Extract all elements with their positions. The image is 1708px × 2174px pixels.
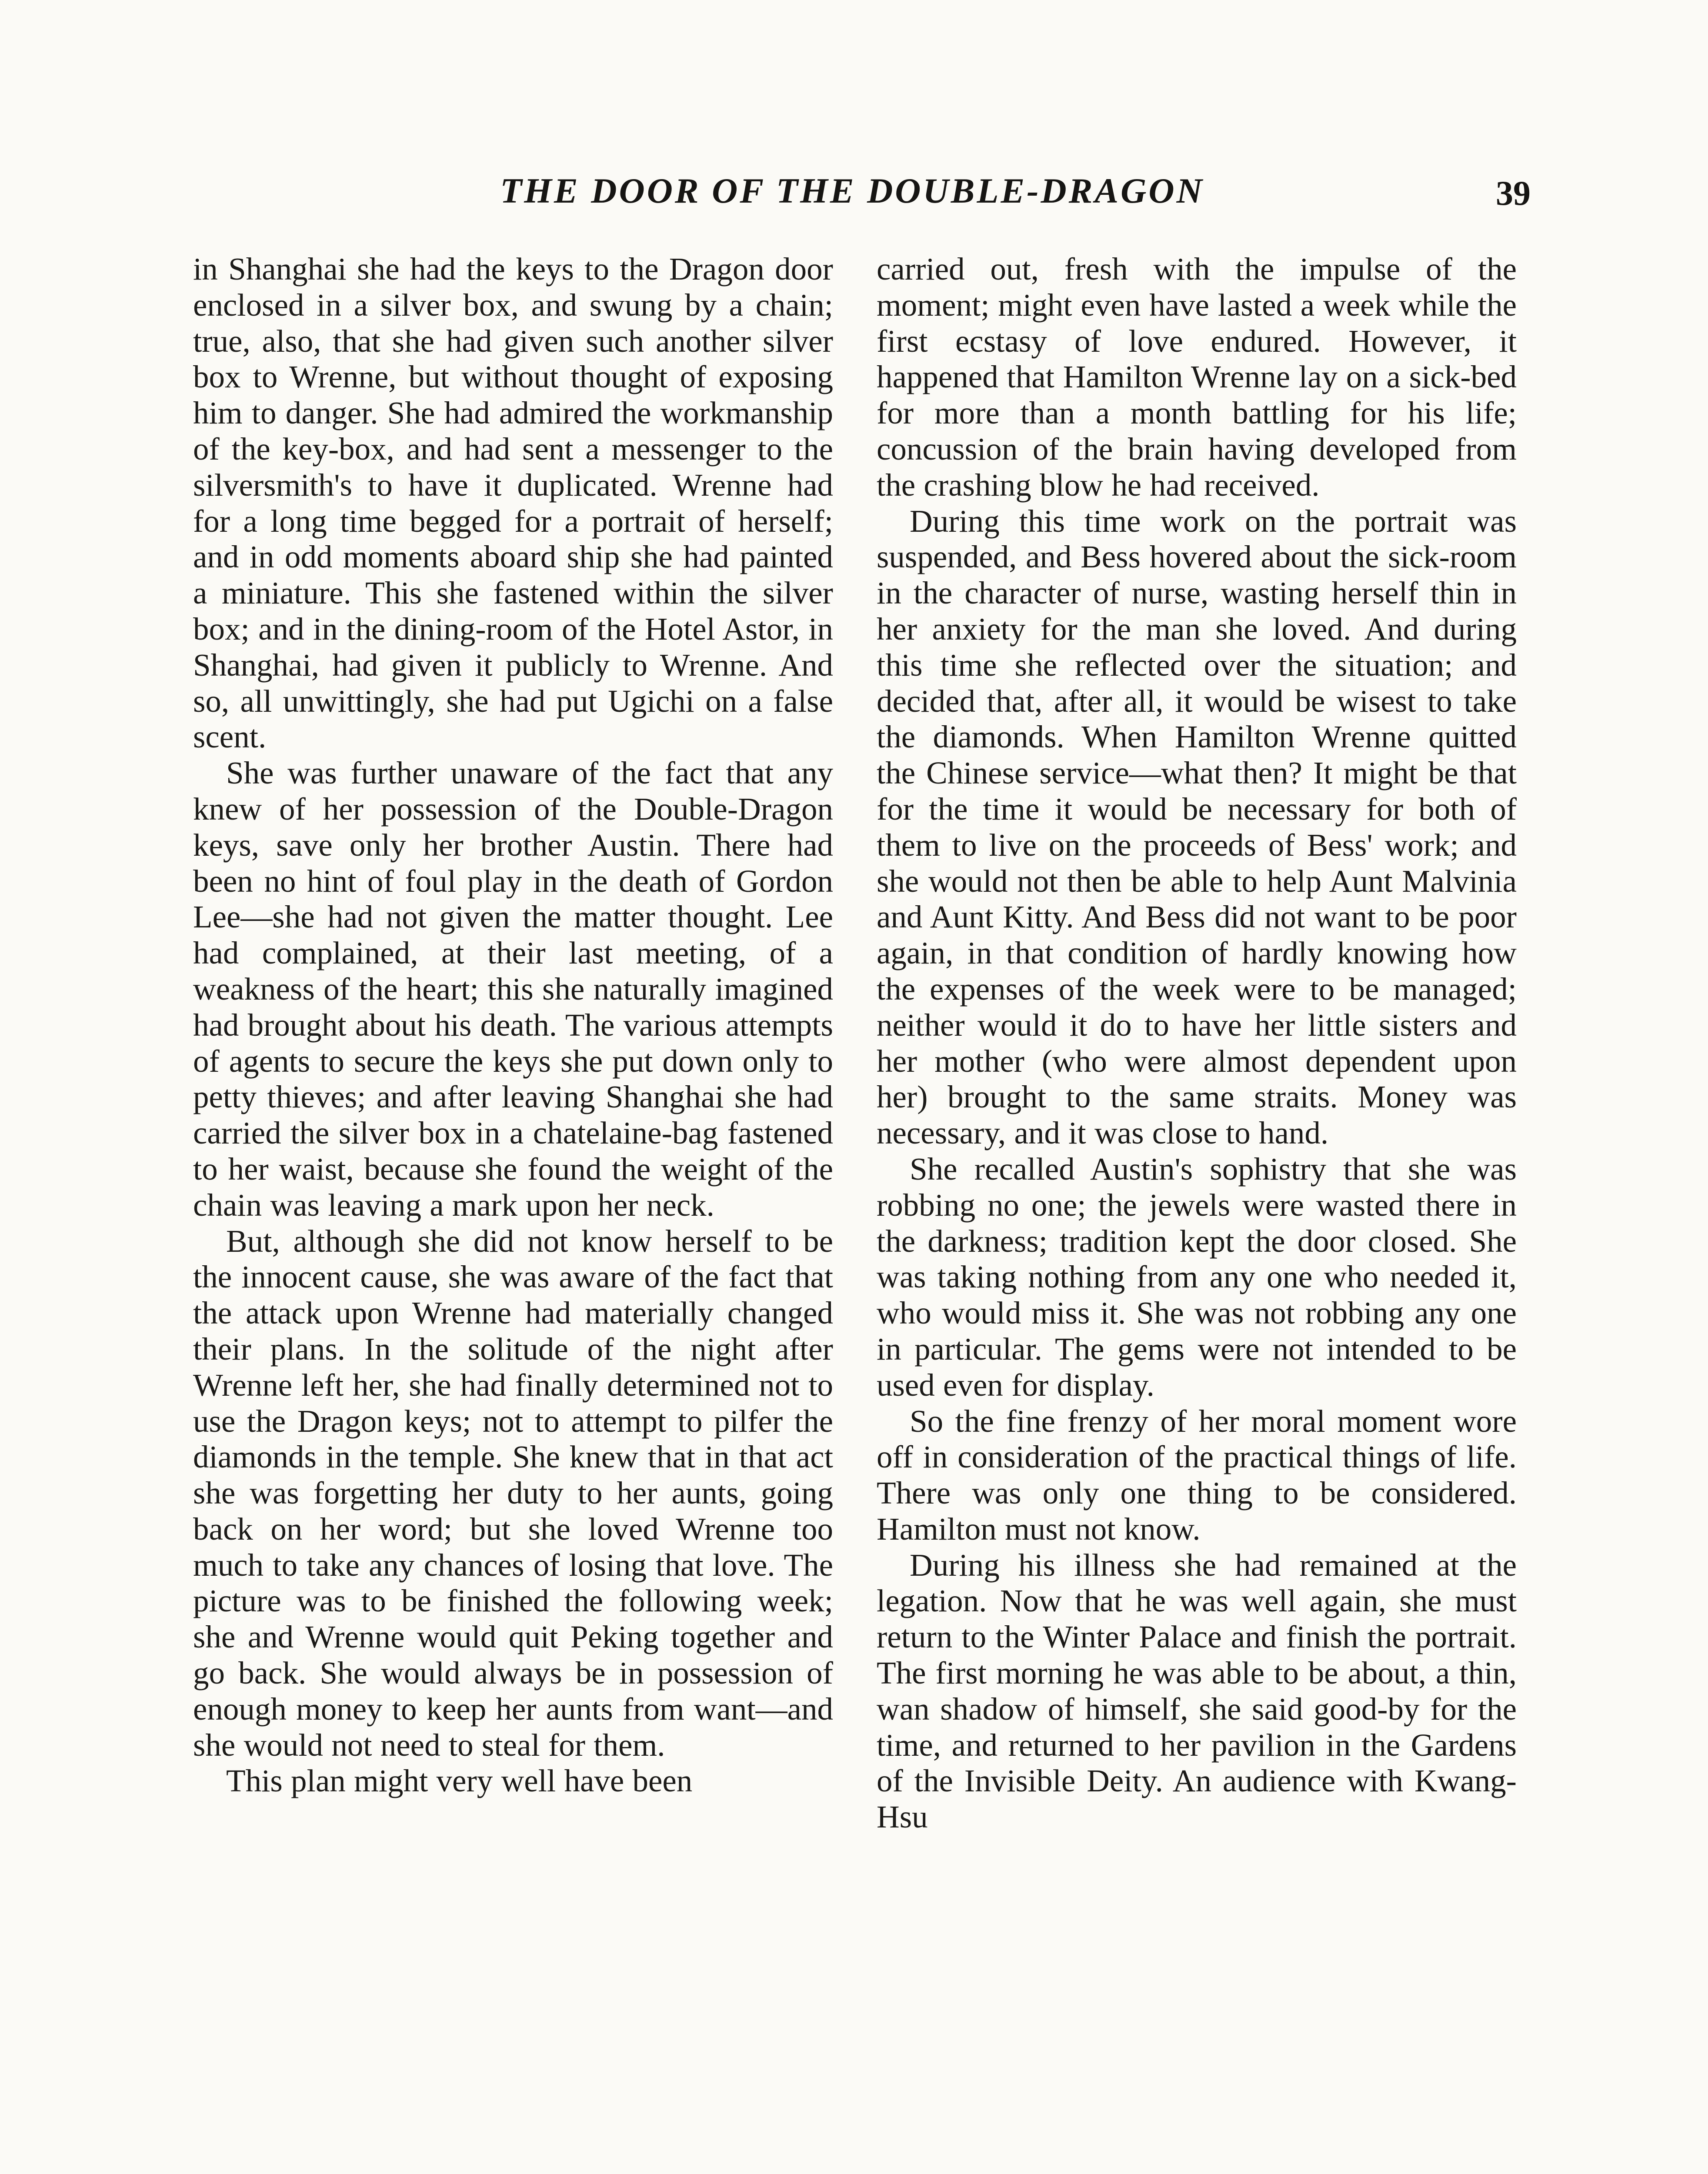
text-column-left [193, 251, 833, 2174]
paragraph: She recalled Austin's sophistry that she was robbing no one; the jewels were wasted there in the darkness; tradition kept the door closed. She was taking nothing from any one who needed it, who would miss it. She was not robbing any one in particular. The gems were not intended to be used even for display. [877, 1151, 1517, 1403]
paragraph: During his illness she had remained at the legation. Now that he was well again, she must return to the Winter Palace and finish the portrait. The first morning he was able to be about, a thin, wan shadow of himself, she said good-by for the time, and returned to her pavilion in the Gardens of the Invisible Deity. An audience with Kwang-Hsu [877, 1547, 1517, 1835]
text-column-right [877, 251, 1517, 2174]
paragraph: She was further unaware of the fact that any knew of her possession of the Double-Dragon keys, save only her brother Austin. There had been no hint of foul play in the death of Gordon Lee—she had not given the matter thought. Lee had complained, at their last meeting, of a weakness of the heart; this she naturally imagined had brought about his death. The various attempts of agents to secure the keys she put down only to petty thieves; and after leaving Shanghai she had carried the silver box in a chatelaine-bag fastened to her waist, because she found the weight of the chain was leaving a mark upon her neck. [193, 755, 833, 1223]
paragraph: This plan might very well have been [226, 1763, 693, 1799]
running-title: THE DOOR OF THE DOUBLE-DRAGON [500, 171, 1204, 210]
page-number: 39 [1496, 174, 1531, 213]
paragraph: in Shanghai she had the keys to the Dragon door enclosed in a silver box, and swung by a chain; true, also, that she had given such another silver box to Wrenne, but without thought of exposing him to danger. She had admired the workmanship of the key-box, and had sent a messenger to the silversmith's to have it duplicated. Wrenne had for a long time begged for a portrait of herself; and in odd moments aboard ship she had painted a miniature. This she fastened within the silver box; and in the dining-room of the Hotel Astor, in Shanghai, had given it publicly to Wrenne. And so, all unwittingly, she had put Ugichi on a false scent. [193, 251, 833, 755]
paragraph: carried out, fresh with the impulse of the moment; might even have lasted a week while the first ecstasy of love endured. However, it happened that Hamilton Wrenne lay on a sick-bed for more than a month battling for his life; concussion of the brain having developed from the crashing blow he had received. [877, 251, 1517, 503]
paragraph: During this time work on the portrait was suspended, and Bess hovered about the sick-room in the character of nurse, wasting herself thin in her anxiety for the man she loved. And during this time she reflected over the situation; and decided that, after all, it would be wisest to take the diamonds. When Hamilton Wrenne quitted the Chinese service—what then? It might be that for the time it would be necessary for both of them to live on the proceeds of Bess' work; and she would not then be able to help Aunt Malvinia and Aunt Kitty. And Bess did not want to be poor again, in that condition of hardly knowing how the expenses of the week were to be managed; neither would it do to have her little sisters and her mother (who were almost dependent upon her) brought to the same straits. Money was necessary, and it was close to hand. [877, 503, 1517, 1151]
paragraph: So the fine frenzy of her moral moment wore off in consideration of the practical things of life. There was only one thing to be considered. Hamilton must not know. [877, 1403, 1517, 1547]
paragraph: But, although she did not know herself to be the innocent cause, she was aware of the fact that the attack upon Wrenne had materially changed their plans. In the solitude of the night after Wrenne left her, she had finally determined not to use the Dragon keys; not to attempt to pilfer the diamonds in the temple. She knew that in that act she was forgetting her duty to her aunts, going back on her word; but she loved Wrenne too much to take any chances of losing that love. The picture was to be finished the following week; she and Wrenne would quit Peking together and go back. She would always be in possession of enough money to keep her aunts from want—and she would not need to steal for them. [193, 1223, 833, 1763]
